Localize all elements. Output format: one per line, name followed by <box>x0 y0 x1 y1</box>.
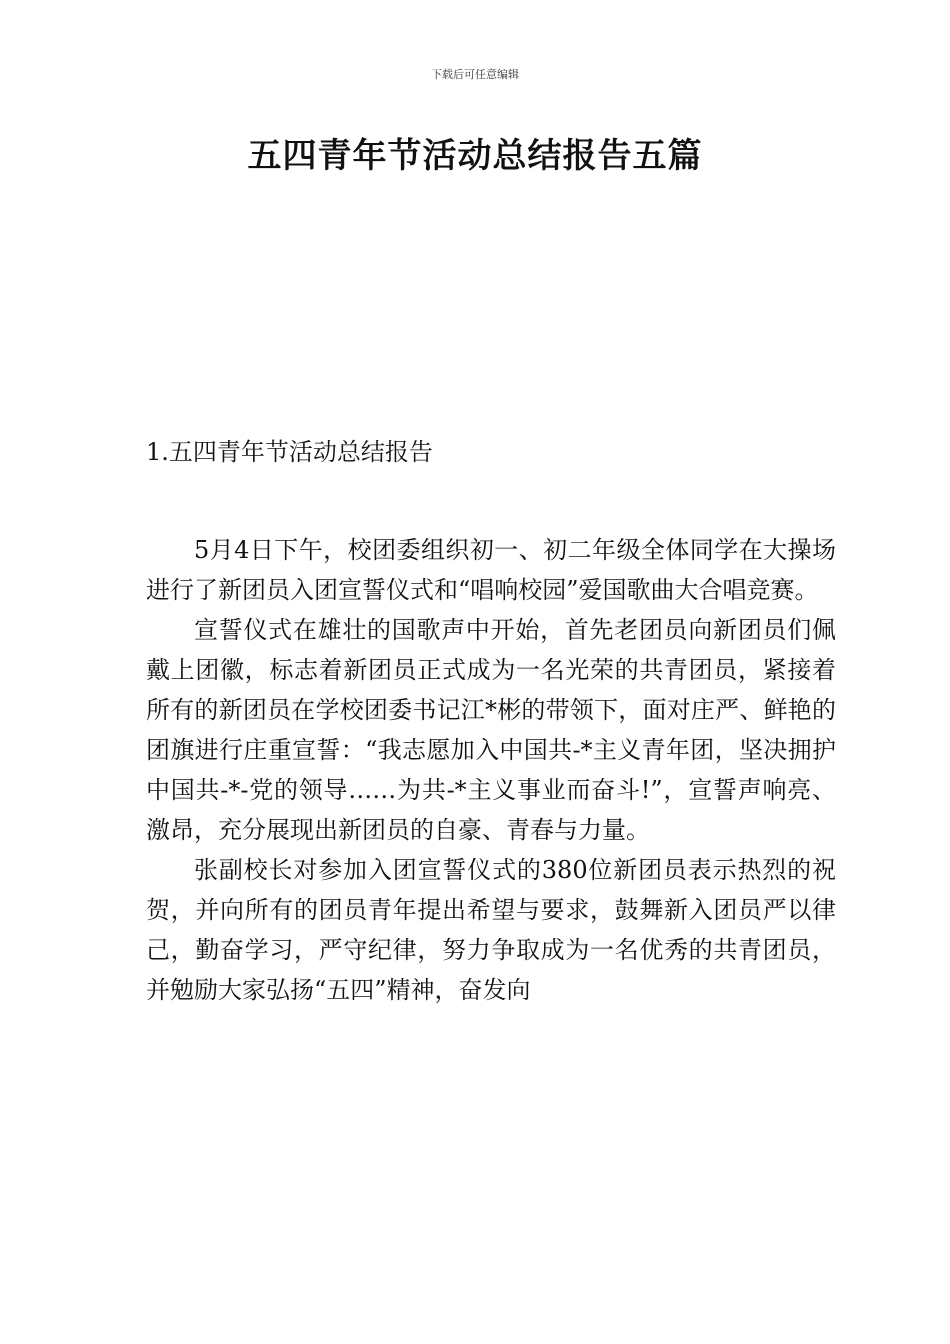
header-note: 下载后可任意编辑 <box>431 68 519 81</box>
paragraph-3: 张副校长对参加入团宣誓仪式的380位新团员表示热烈的祝贺，并向所有的团员青年提出希望与要求，鼓舞新入团员严以律己，勤奋学习，严守纪律，努力争取成为一名优秀的共青团员，并勉励大家弘扬“五四”精神，奋发向 <box>146 856 836 1004</box>
section-heading: 1.五四青年节活动总结报告 <box>146 438 433 466</box>
document-title: 五四青年节活动总结报告五篇 <box>247 136 703 176</box>
paragraph-2: 宣誓仪式在雄壮的国歌声中开始，首先老团员向新团员们佩戴上团徽，标志着新团员正式成为一名光荣的共青团员，紧接着所有的新团员在学校团委书记江*彬的带领下，面对庄严、鲜艳的团旗进行庄重宣誓：“我志愿加入中国共-*主义青年团，坚决拥护中国共-*-党的领导……为共-*主义事业而奋斗!”，宣誓声响亮、激昂，充分展现出新团员的自豪、青春与力量。 <box>146 616 836 844</box>
document-body <box>146 530 836 1010</box>
paragraph-1: 5月4日下午，校团委组织初一、初二年级全体同学在大操场进行了新团员入团宣誓仪式和“唱响校园”爱国歌曲大合唱竞赛。 <box>146 536 836 604</box>
